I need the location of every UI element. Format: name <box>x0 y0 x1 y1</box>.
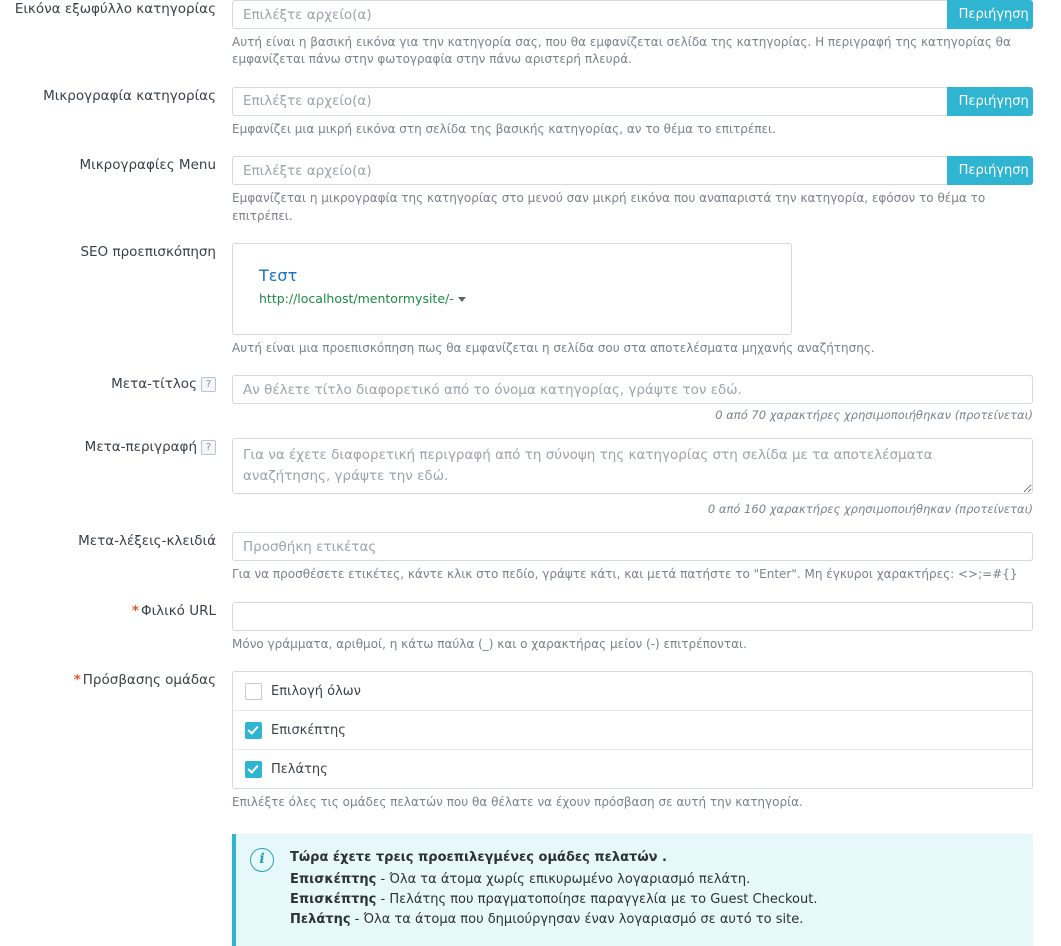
cover-image-label: Εικόνα εξωφύλλο κατηγορίας <box>14 1 216 17</box>
seo-preview-label: SEO προεπισκόπηση <box>80 243 216 260</box>
table-row[interactable] <box>233 711 1032 750</box>
help-icon[interactable]: ? <box>201 440 216 455</box>
group-label-visitor: Επισκέπτης <box>271 722 346 738</box>
seo-preview-url: http://localhost/mentormysite/- <box>259 290 454 306</box>
alert-line-visitor-bold: Επισκέπτης <box>290 871 377 887</box>
seo-preview-box <box>232 243 792 335</box>
seo-preview-url-row <box>259 291 765 307</box>
chevron-down-icon[interactable] <box>458 297 466 302</box>
alert-title: Τώρα έχετε τρεις προεπιλεγμένες ομάδες πελατών . <box>290 849 667 865</box>
alert-line-guest-bold: Επισκέπτης <box>290 891 377 907</box>
friendly-url-input[interactable] <box>232 602 1033 631</box>
alert-line-customer-rest: - Όλα τα άτομα που δημιούργησαν έναν λογαριασμό σε αυτό το site. <box>350 911 804 927</box>
alert-line-customer <box>290 910 817 930</box>
field-menu-thumbnails <box>0 156 1061 225</box>
group-access-label-text: Πρόσβασης ομάδας <box>82 672 216 689</box>
group-row-select-all[interactable] <box>233 672 1032 711</box>
field-group-access <box>0 671 1061 946</box>
meta-keywords-label: Μετα-λέξεις-κλειδιά <box>78 533 216 550</box>
menu-thumbnails-input[interactable] <box>232 156 947 185</box>
meta-title-label-text: Μετα-τίτλος <box>111 376 197 393</box>
alert-line-guest <box>290 890 817 910</box>
group-access-label <box>0 671 232 690</box>
group-access-hint: Επιλέξτε όλες τις ομάδες πελατών που θα θέλατε να έχουν πρόσβαση σε αυτή την κατηγορία. <box>232 795 803 810</box>
thumbnail-input[interactable] <box>232 87 947 116</box>
info-icon: i <box>250 848 274 872</box>
field-thumbnail <box>0 87 1061 138</box>
meta-description-counter: 0 από 160 χαρακτήρες χρησιμοποιήθηκαν (προτείνεται) <box>707 502 1033 517</box>
field-meta-title <box>0 375 1061 422</box>
thumbnail-browse-button[interactable]: Περιήγηση <box>947 87 1033 116</box>
menu-thumbnails-browse-button[interactable]: Περιήγηση <box>947 156 1033 185</box>
meta-description-label-text: Μετα-περιγραφή <box>84 439 197 456</box>
seo-preview-title: Τεστ <box>259 265 298 285</box>
alert-line-guest-rest: - Πελάτης που πραγματοποίησε παραγγελία με το Guest Checkout. <box>376 891 818 907</box>
alert-line-customer-bold: Πελάτης <box>290 911 351 927</box>
group-access-list <box>232 671 1033 789</box>
meta-keywords-input[interactable] <box>232 532 1033 561</box>
meta-description-label <box>0 438 232 457</box>
required-marker: * <box>73 672 81 689</box>
group-checkbox-customer[interactable] <box>245 761 262 778</box>
alert-line-visitor <box>290 870 817 890</box>
friendly-url-label <box>0 602 232 621</box>
friendly-url-hint: Μόνο γράμματα, αριθμοί, η κάτω παύλα (_) και ο χαρακτήρας μείον (-) επιτρέπονται. <box>232 636 747 651</box>
alert-line-visitor-rest: - Όλα τα άτομα χωρίς επικυρωμένο λογαριασμό πελάτη. <box>376 871 751 887</box>
cover-image-hint: Αυτή είναι η βασική εικόνα για την κατηγορία σας, που θα εμφανίζεται σελίδα της κατηγορίας. Η περιγραφή της κατηγορίας θα εμφανίζεται πάνω στην φωτογραφία στην πάνω αριστερή πλευρά. <box>232 35 1011 67</box>
meta-description-textarea[interactable] <box>232 438 1033 494</box>
menu-thumbnails-hint: Εμφανίζεται η μικρογραφία της κατηγορίας στο μενού σαν μικρή εικόνα που αναπαριστά την κατηγορία, εφόσον το θέμα το επιτρέπει. <box>232 191 986 223</box>
field-meta-description <box>0 438 1061 516</box>
table-row[interactable] <box>233 750 1032 788</box>
field-seo-preview <box>0 243 1061 357</box>
group-checkbox-visitor[interactable] <box>245 722 262 739</box>
group-label-customer: Πελάτης <box>271 761 328 777</box>
field-meta-keywords <box>0 532 1061 583</box>
field-friendly-url <box>0 602 1061 653</box>
meta-title-input[interactable] <box>232 375 1033 404</box>
meta-title-counter: 0 από 70 χαρακτήρες χρησιμοποιήθηκαν (προτείνεται) <box>715 408 1033 423</box>
thumbnail-label: Μικρογραφία κατηγορίας <box>43 87 216 104</box>
friendly-url-label-text: Φιλικό URL <box>140 602 216 619</box>
required-marker: * <box>131 602 139 619</box>
meta-title-label <box>0 375 232 394</box>
thumbnail-hint: Εμφανίζει μια μικρή εικόνα στη σελίδα της βασικής κατηγορίας, αν το θέμα το επιτρέπει. <box>232 121 776 136</box>
cover-image-input[interactable] <box>232 0 947 29</box>
meta-keywords-hint: Για να προσθέσετε ετικέτες, κάντε κλικ στο πεδίο, γράψτε κάτι, και μετά πατήστε το "Enter". Μη έγκυροι χαρακτήρες: <>;=#{} <box>232 567 1018 582</box>
customer-groups-info-alert <box>232 834 1033 946</box>
alert-body <box>290 848 817 931</box>
seo-preview-hint: Αυτή είναι μια προεπισκόπηση πως θα εμφανίζεται η σελίδα σου στα αποτελέσματα μηχανής αναζήτησης. <box>232 340 875 355</box>
select-all-label: Επιλογή όλων <box>271 683 361 699</box>
select-all-checkbox[interactable] <box>245 683 262 700</box>
cover-image-browse-button[interactable]: Περιήγηση <box>947 0 1033 29</box>
field-cover-image <box>0 0 1061 69</box>
menu-thumbnails-label: Μικρογραφίες Menu <box>79 157 216 174</box>
help-icon[interactable]: ? <box>201 377 216 392</box>
